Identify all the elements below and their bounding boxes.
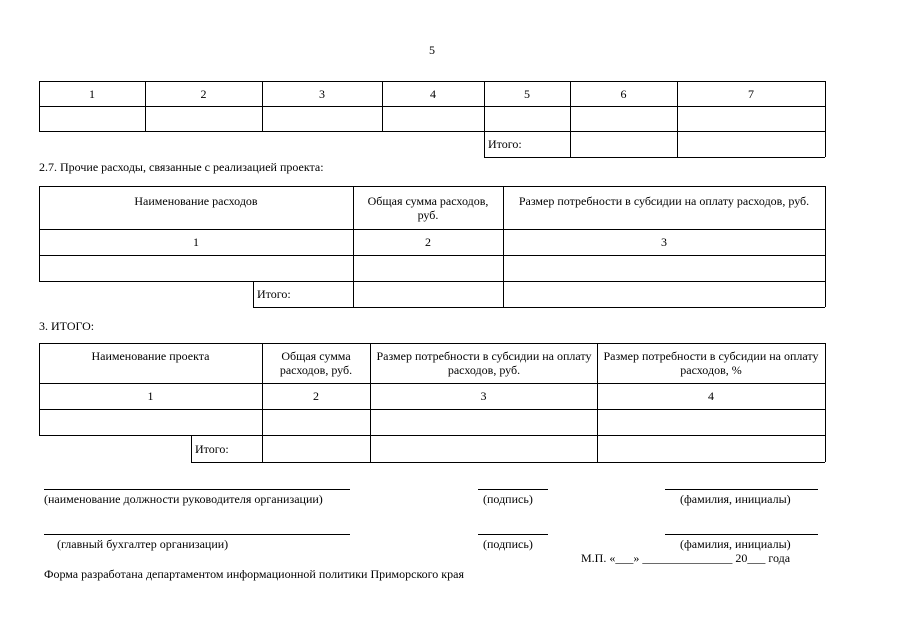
signature-caption: (подпись) xyxy=(483,492,533,506)
column-number: 3 xyxy=(661,235,667,249)
section-title-3: 3. ИТОГО: xyxy=(39,319,95,333)
column-number: 4 xyxy=(708,389,714,403)
total-label: Итого: xyxy=(257,287,291,301)
header-total-amount: Общая сумма расходов, руб. xyxy=(279,349,353,377)
column-number: 3 xyxy=(319,86,325,101)
column-number: 5 xyxy=(524,86,530,101)
total-label: Итого: xyxy=(488,137,522,151)
name-caption: (фамилия, инициалы) xyxy=(680,537,791,551)
column-number: 1 xyxy=(193,235,199,249)
footer-note: Форма разработана департаментом информационной политики Приморского края xyxy=(44,567,464,581)
column-number: 4 xyxy=(430,86,436,101)
column-number: 7 xyxy=(748,86,754,101)
section-title-2-7: 2.7. Прочие расходы, связанные с реализацией проекта: xyxy=(39,160,324,174)
column-number: 2 xyxy=(313,389,319,403)
column-number: 1 xyxy=(147,389,154,403)
header-project-name: Наименование проекта xyxy=(91,349,210,363)
column-number: 1 xyxy=(89,86,95,101)
page-number: 5 xyxy=(429,43,435,57)
header-subsidy-need-rub: Размер потребности в субсидии на оплату расходов, руб. xyxy=(376,349,592,377)
column-number: 6 xyxy=(620,86,627,101)
header-subsidy-need-percent: Размер потребности в субсидии на оплату расходов, % xyxy=(603,349,819,377)
column-number: 2 xyxy=(200,86,207,101)
name-caption: (фамилия, инициалы) xyxy=(680,492,791,506)
column-number: 2 xyxy=(425,235,431,249)
chief-accountant-caption: (главный бухгалтер организации) xyxy=(57,537,229,551)
header-total-amount: Общая сумма расходов, руб. xyxy=(367,194,489,222)
signature-caption: (подпись) xyxy=(483,537,533,551)
head-position-caption: (наименование должности руководителя организации) xyxy=(44,492,323,506)
column-number: 3 xyxy=(480,389,487,403)
header-subsidy-need: Размер потребности в субсидии на оплату расходов, руб. xyxy=(518,194,810,208)
stamp-date-line: М.П. «___» _______________ 20___ года xyxy=(581,551,791,565)
header-expense-name: Наименование расходов xyxy=(134,194,258,208)
total-label: Итого: xyxy=(195,441,229,456)
